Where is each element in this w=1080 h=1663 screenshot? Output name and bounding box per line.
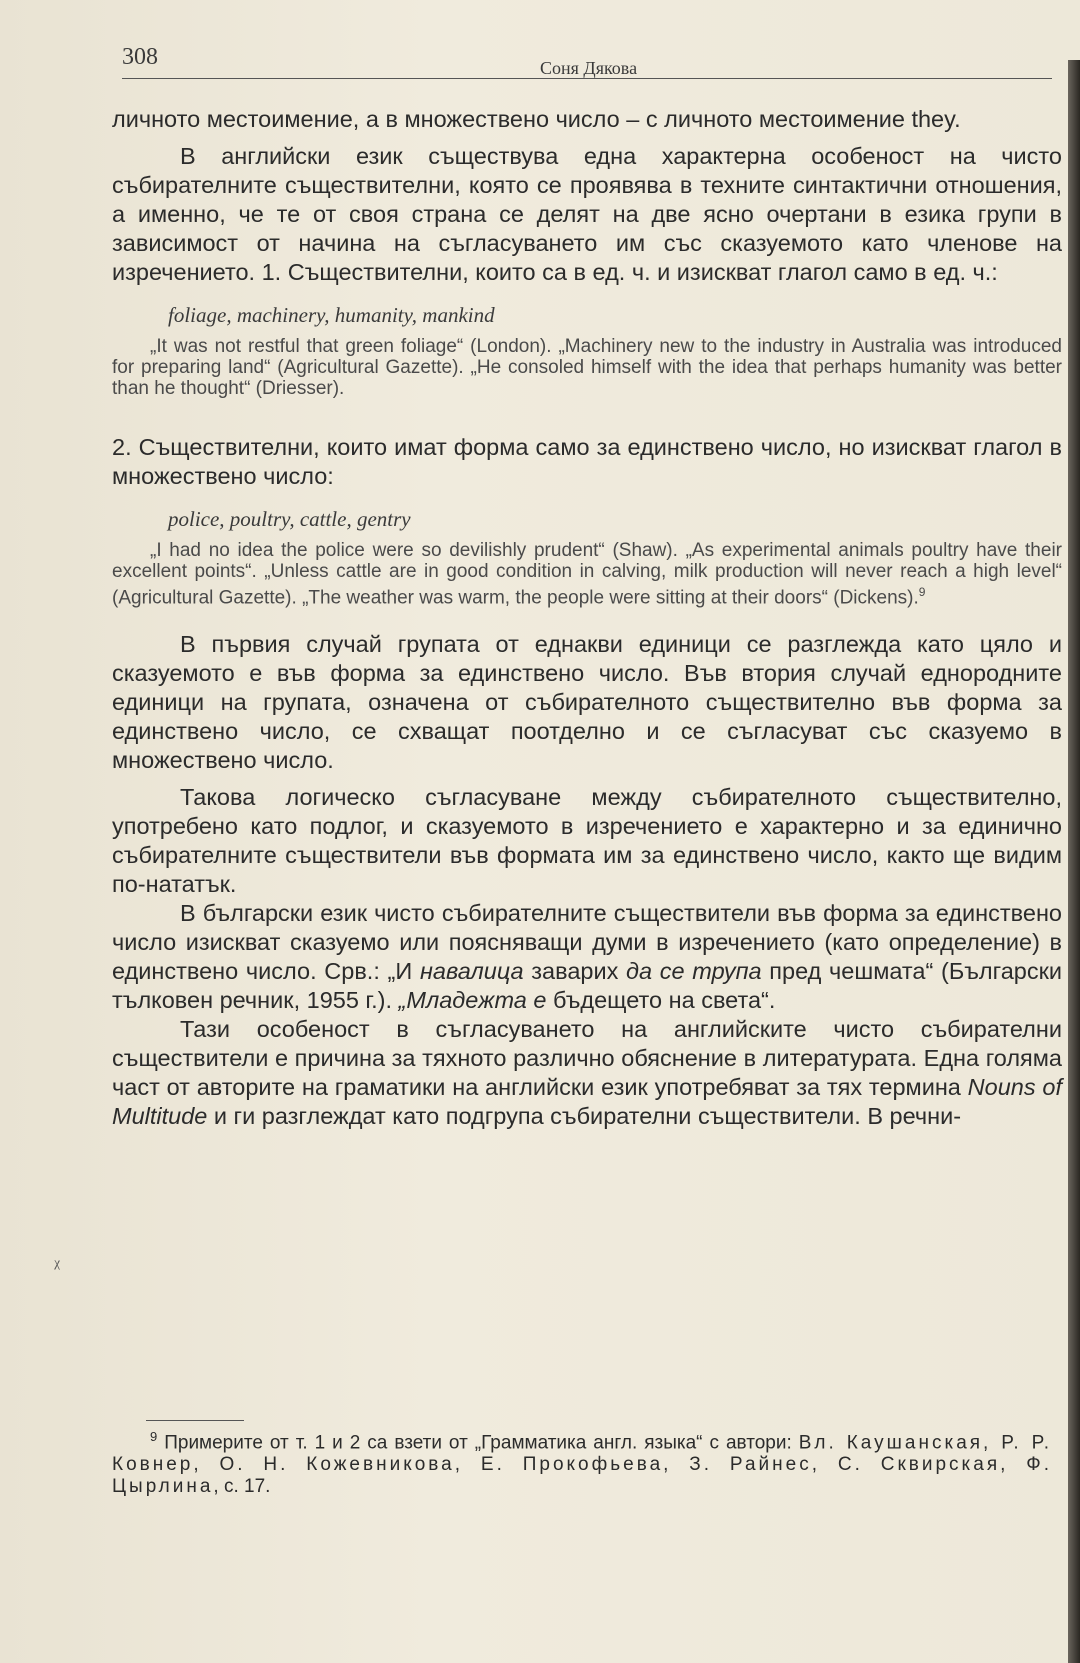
header-rule: [122, 78, 1052, 79]
page-binding-edge: [1068, 60, 1080, 1663]
page-header: [122, 42, 1052, 82]
p6-italic-2: да се трупа: [626, 958, 762, 985]
example-2-heading: police, poultry, cattle, gentry: [168, 507, 411, 531]
footnote-authors: Вл. Каушанская, Р. Р. Ковнер, О. Н. Кожевникова, Е. Прокофьева, З. Райнес, С. Сквирская, Ф. Цырлина: [112, 1432, 1053, 1498]
paragraph-2: В английски език съществува една характерна особеност на чисто събирателните съществителни, която се проявява в техните синтактични отношения, а именно, че те от своя страна се делят на две ясно очертани в езика групи в зависимост от начина на съгласуването им със сказуемото като членове на изречението. 1. Съществителни, които са в ед. ч. и изискват глагол само в ед. ч.:: [112, 143, 1062, 285]
running-head: Соня Дякова: [540, 58, 638, 78]
main-text: [112, 105, 1062, 1131]
p6-part-c: пред чешмата“ (Български тълковен речник, 1955 г.).: [112, 958, 1062, 1014]
paragraph-1: личното местоимение, а в множествено число – с личното местоимение they.: [112, 106, 961, 132]
p7-part-a: Тази особеност в съгласуването на английските чисто събирателни съществители е причина за тяхното различно обяснение в литературата. Една голяма част от авторите на граматики на английски език употребяват за тях термина: [112, 1016, 1062, 1101]
page-number: 308: [122, 44, 158, 70]
p7-italic: Nouns of Multitude: [112, 1074, 1062, 1130]
footnote: [112, 1426, 1052, 1498]
p6-part-b: заварих: [523, 958, 627, 985]
footnote-text-a: Примерите от т. 1 и 2 са взети от „Грамматика англ. языка“ с автори:: [157, 1432, 799, 1454]
example-1-heading: foliage, machinery, humanity, mankind: [168, 303, 495, 327]
paragraph-4: В първия случай групата от еднакви единици се разглежда като цяло и сказуемото е във форма за единствено число. Във втория случай еднородните единици на групата, означена от събирателното съществително във форма за единствено число, се схващат поотделно и се съгласуват със сказуемо в множествено число.: [112, 631, 1062, 774]
paragraph-7: [112, 1015, 1062, 1131]
example-2-text: [112, 540, 1062, 608]
footnote-ref: 9: [918, 585, 926, 599]
example-1-text: „It was not restful that green foliage“ (London). „Machinery new to the industry in Australia was introduced for preparing land“ (Agricultural Gazette). „He consoled himself with the idea that perhaps humanity was better than he thought“ (Driesser).: [112, 336, 1062, 399]
p6-part-d: бъдещето на света“.: [546, 987, 776, 1014]
footnote-number: 9: [150, 1429, 158, 1444]
footnote-rule: [146, 1420, 244, 1421]
paragraph-5: Такова логическо съгласуване между събирателното съществително, употребено като подлог, и сказуемото в изречението е характерно и за единично събирателните съществители във формата им за единствено число, както ще видим по-нататък.: [112, 784, 1062, 898]
example-2-body: „I had no idea the police were so devilishly prudent“ (Shaw). „As experimental animals poultry have their excellent points“. „Unless cattle are in good condition in calving, milk production will never reach a high level“ (Agricultural Gazette). „The weather was warm, the people were sitting at their doors“ (Dickens).: [112, 540, 1062, 609]
margin-mark: ᵡ: [54, 1253, 61, 1278]
p6-italic-1: навалица: [419, 958, 524, 985]
footnote-text-b: , с. 17.: [213, 1476, 271, 1498]
p6-part-a: В български език чисто събирателните съществители във форма за единствено число изискват сказуемо или поясняващи думи в изречението (като определение) в единствено число. Срв.: „И: [112, 900, 1062, 985]
paragraph-6: [112, 899, 1062, 1015]
p6-italic-3: „Младежта е: [398, 987, 547, 1014]
paragraph-3: 2. Съществителни, които имат форма само за единствено число, но изискват глагол в множествено число:: [112, 434, 1062, 489]
p7-part-b: и ги разглеждат като подгрупа събирателни съществители. В речни-: [207, 1103, 962, 1130]
